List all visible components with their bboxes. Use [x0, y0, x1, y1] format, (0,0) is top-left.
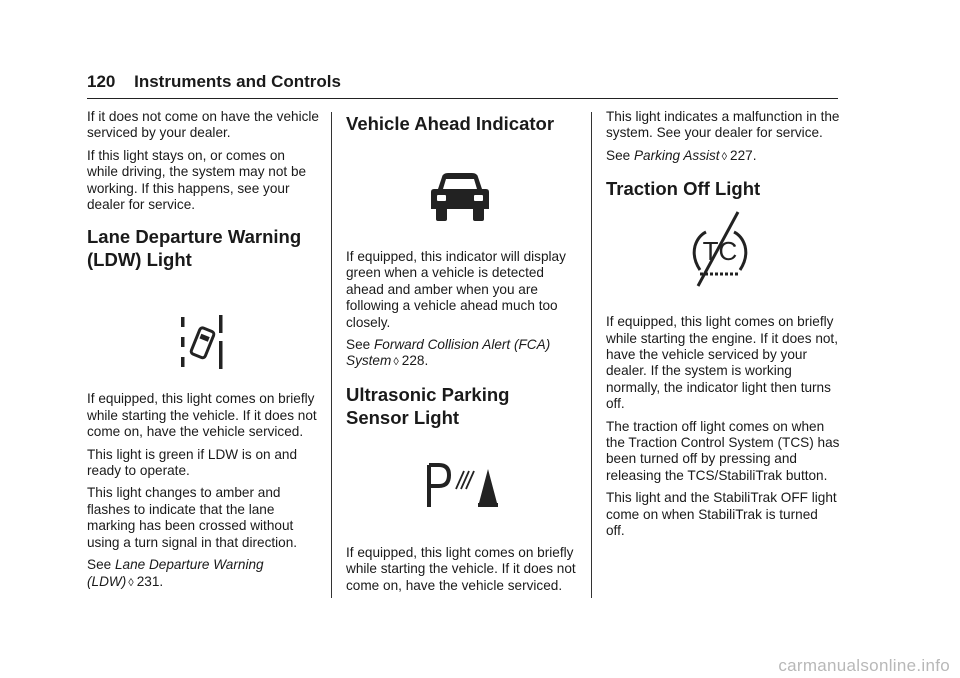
heading-line: Lane Departure Warning: [87, 226, 302, 248]
see-reference: See Forward Collision Alert (FCA) System ◊ 228.: [346, 337, 551, 369]
heading-line: Sensor Light: [346, 406, 460, 428]
reference-page[interactable]: 231: [136, 573, 160, 589]
parking-sensor-icon: [426, 463, 498, 509]
parking-figure: [346, 429, 578, 545]
paragraph: If this light stays on, or comes on while driving, the system may not be working. If this happens, see your dealer for service.: [87, 147, 307, 213]
heading-ultrasonic: [346, 383, 578, 429]
ldw-figure: [87, 271, 319, 391]
heading-line: (LDW) Light: [87, 249, 192, 271]
paragraph: The traction off light comes on when the Traction Control System (TCS) has been turned off by pressing and releasing the TCS/StabiliTrak button.: [606, 418, 840, 483]
see-reference: See Lane Departure Warning (LDW) ◊ 231.: [87, 557, 264, 589]
paragraph: This light is green if LDW is on and ready to operate.: [87, 446, 298, 479]
heading-ldw: [87, 225, 319, 271]
paragraph: If equipped, this indicator will display green when a vehicle is detected ahead and amber when you are following a vehicle ahead much too closely.: [346, 249, 566, 330]
see-reference: See Parking Assist ◊ 227.: [606, 147, 757, 163]
paragraph: This light and the StabiliTrak OFF light come on when StabiliTrak is turned off.: [606, 490, 837, 539]
paragraph: If equipped, this light comes on briefly while starting the vehicle. If it does not come on, have the vehicle serviced.: [346, 544, 576, 593]
watermark: carmanualsonline.info: [778, 656, 950, 675]
column-1: [87, 109, 319, 597]
header-rule: [87, 98, 838, 99]
vehicle-ahead-figure: [346, 135, 578, 249]
page-number: 120: [87, 72, 116, 91]
reference-page[interactable]: 227: [730, 147, 753, 163]
paragraph: If equipped, this light comes on briefly while starting the engine. If it does not, have the vehicle serviced by your dealer. If the system is working normally, the indicator light then turns off.: [606, 314, 838, 412]
paragraph: If equipped, this light comes on briefly while starting the vehicle. If it does not come on, have the vehicle serviced.: [87, 391, 317, 440]
page-arrow-icon: ◊: [128, 576, 134, 589]
column-divider-1: [331, 112, 332, 598]
reference-link[interactable]: Forward Collision Alert (FCA) System: [346, 337, 551, 369]
column-2: [346, 109, 578, 600]
column-divider-2: [591, 112, 592, 598]
paragraph: If it does not come on have the vehicle serviced by your dealer.: [87, 109, 319, 141]
vehicle-ahead-icon: [430, 173, 490, 223]
page-header: [87, 71, 837, 93]
lane-departure-icon: [179, 315, 227, 373]
page-arrow-icon: ◊: [393, 356, 399, 369]
traction-figure: [606, 200, 840, 314]
paragraph: This light indicates a malfunction in the system. See your dealer for service.: [606, 109, 840, 141]
tc-icon-label: TC: [702, 236, 738, 267]
traction-off-icon: [690, 210, 750, 290]
section-title: Instruments and Controls: [134, 72, 341, 91]
reference-link[interactable]: Parking Assist: [633, 147, 720, 163]
page-arrow-icon: ◊: [721, 150, 728, 163]
reference-link[interactable]: Lane Departure Warning (LDW): [87, 557, 264, 589]
column-3: [606, 109, 840, 546]
reference-page[interactable]: 228: [401, 353, 425, 369]
paragraph: This light changes to amber and flashes to indicate that the lane marking has been crossed without using a turn signal in that direction.: [87, 485, 298, 550]
heading-line: Ultrasonic Parking: [346, 383, 510, 405]
heading-traction-off: Traction Off Light: [606, 178, 761, 200]
heading-vehicle-ahead: Vehicle Ahead Indicator: [346, 113, 555, 134]
